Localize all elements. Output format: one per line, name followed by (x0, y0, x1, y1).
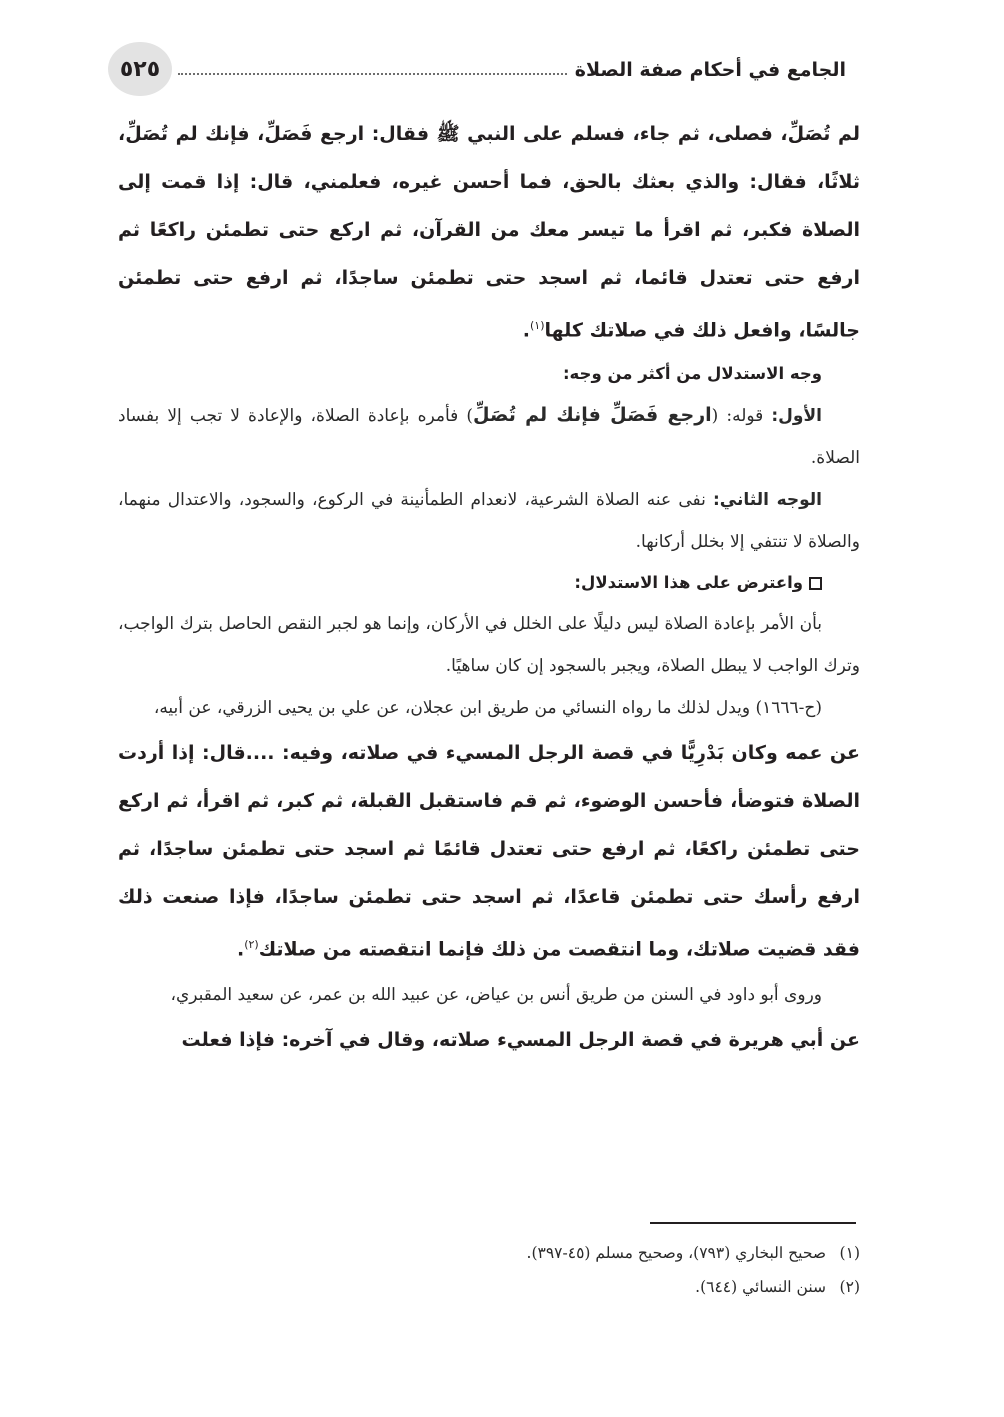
running-header (178, 50, 846, 90)
second-aspect-text: نفى عنه الصلاة الشرعية، لانعدام الطمأنينة في الركوع، والسجود، والاعتدال منهما، والصلاة لا تنتفي إلا بخلل أركانها. (118, 490, 860, 553)
hadith-text-2: عن عمه وكان بَدْرِيًّا في قصة الرجل المسيء في صلاته، وفيه: ....قال: إذا أردت الصلاة فتوضأ، فأحسن الوضوء، ثم قم فاستقبل القبلة، ثم كبر، ثم اقرأ، ثم اركع حتى تطمئن راكعًا، ثم ارفع حتى تعتدل قائمًا ثم اسجد حتى تطمئن ساجدًا، ثم ارفع رأسك حتى تطمئن قاعدًا، ثم اسجد حتى تطمئن ساجدًا، فإذا صنعت ذلك فقد قضيت صلاتك، وما انتقصت من ذلك فإنما انتقصته من صلاتك (118, 742, 860, 961)
section-heading-objection (118, 563, 860, 603)
footnotes (300, 1236, 860, 1304)
second-aspect-paragraph (118, 479, 860, 563)
objection-text: بأن الأمر بإعادة الصلاة ليس دليلًا على الخلل في الأركان، وإنما هو لجبر النقص الحاصل بترك الواجب، وترك الواجب لا يبطل الصلاة، ويجبر بالسجود إن كان ساهيًا. (118, 614, 860, 677)
evidence-heading-text: وجه الاستدلال من أكثر من وجه: (562, 364, 822, 384)
page-number-badge (108, 42, 172, 96)
footnote-text: سنن النسائي (٦٤٤). (695, 1278, 826, 1296)
nasai-intro-paragraph (118, 687, 860, 729)
hadith-paragraph-2 (118, 729, 860, 973)
first-aspect-quote: ارجع فَصَلِّ فإنك لم تُصَلِّ (473, 404, 712, 427)
footnote-number: (١) (839, 1244, 860, 1262)
nasai-intro-text: (ح-١٦٦٦) ويدل لذلك ما رواه النسائي من طريق ابن عجلان، عن علي بن يحيى الزرقي، عن أبيه، (153, 698, 822, 719)
hadith-text-3: عن أبي هريرة في قصة الرجل المسيء صلاته، وقال في آخره: فإذا فعلت (181, 1028, 860, 1051)
footnote-item (300, 1270, 860, 1304)
checkbox-icon (809, 577, 822, 590)
footnote-item (300, 1236, 860, 1270)
section-heading-evidence (118, 354, 860, 394)
objection-paragraph (118, 603, 860, 687)
hadith-paragraph-3 (118, 1016, 860, 1064)
abudawud-paragraph (118, 974, 860, 1016)
abudawud-text: وروى أبو داود في السنن من طريق أنس بن عياض، عن عبيد الله بن عمر، عن سعيد المقبري، (170, 984, 822, 1005)
first-aspect-paragraph (118, 394, 860, 479)
main-text (118, 110, 860, 1064)
footnote-separator (650, 1222, 856, 1224)
footnote-number: (٢) (839, 1278, 860, 1296)
first-aspect-label: الأول: (771, 406, 822, 427)
footnote-ref-2: (٢) (244, 938, 259, 952)
hadith-text-1: لم تُصَلِّ، فصلى، ثم جاء، فسلم على النبي ﷺ فقال: ارجع فَصَلِّ، فإنك لم تُصَلِّ، ثلاثًا، فقال: والذي بعثك بالحق، فما أحسن غيره، فعلمني، قال: إذا قمت إلى الصلاة فكبر، ثم اقرأ ما تيسر معك من القرآن، ثم اركع حتى تطمئن راكعًا ثم ارفع حتى تعتدل قائما، ثم اسجد حتى تطمئن ساجدًا، ثم ارفع حتى تطمئن جالسًا، وافعل ذلك في صلاتك كلها (118, 123, 860, 342)
hadith-end-1: . (522, 319, 530, 342)
dot-leader (178, 73, 567, 75)
hadith-end-2: . (236, 938, 245, 961)
first-aspect-pre: قوله: ( (711, 406, 772, 427)
objection-heading-text: واعترض على هذا الاستدلال: (574, 573, 803, 593)
footnote-ref-1: (١) (529, 319, 545, 332)
hadith-paragraph-1 (118, 110, 860, 354)
second-aspect-label: الوجه الثاني: (712, 490, 822, 511)
page-number: ٥٢٥ (119, 56, 161, 82)
running-title: الجامع في أحكام صفة الصلاة (574, 59, 846, 81)
first-aspect-post: ) فأمره بإعادة الصلاة، والإعادة لا تجب إلا بفساد الصلاة. (118, 406, 860, 469)
footnote-text: صحيح البخاري (٧٩٣)، وصحيح مسلم (٤٥-٣٩٧). (526, 1244, 826, 1262)
